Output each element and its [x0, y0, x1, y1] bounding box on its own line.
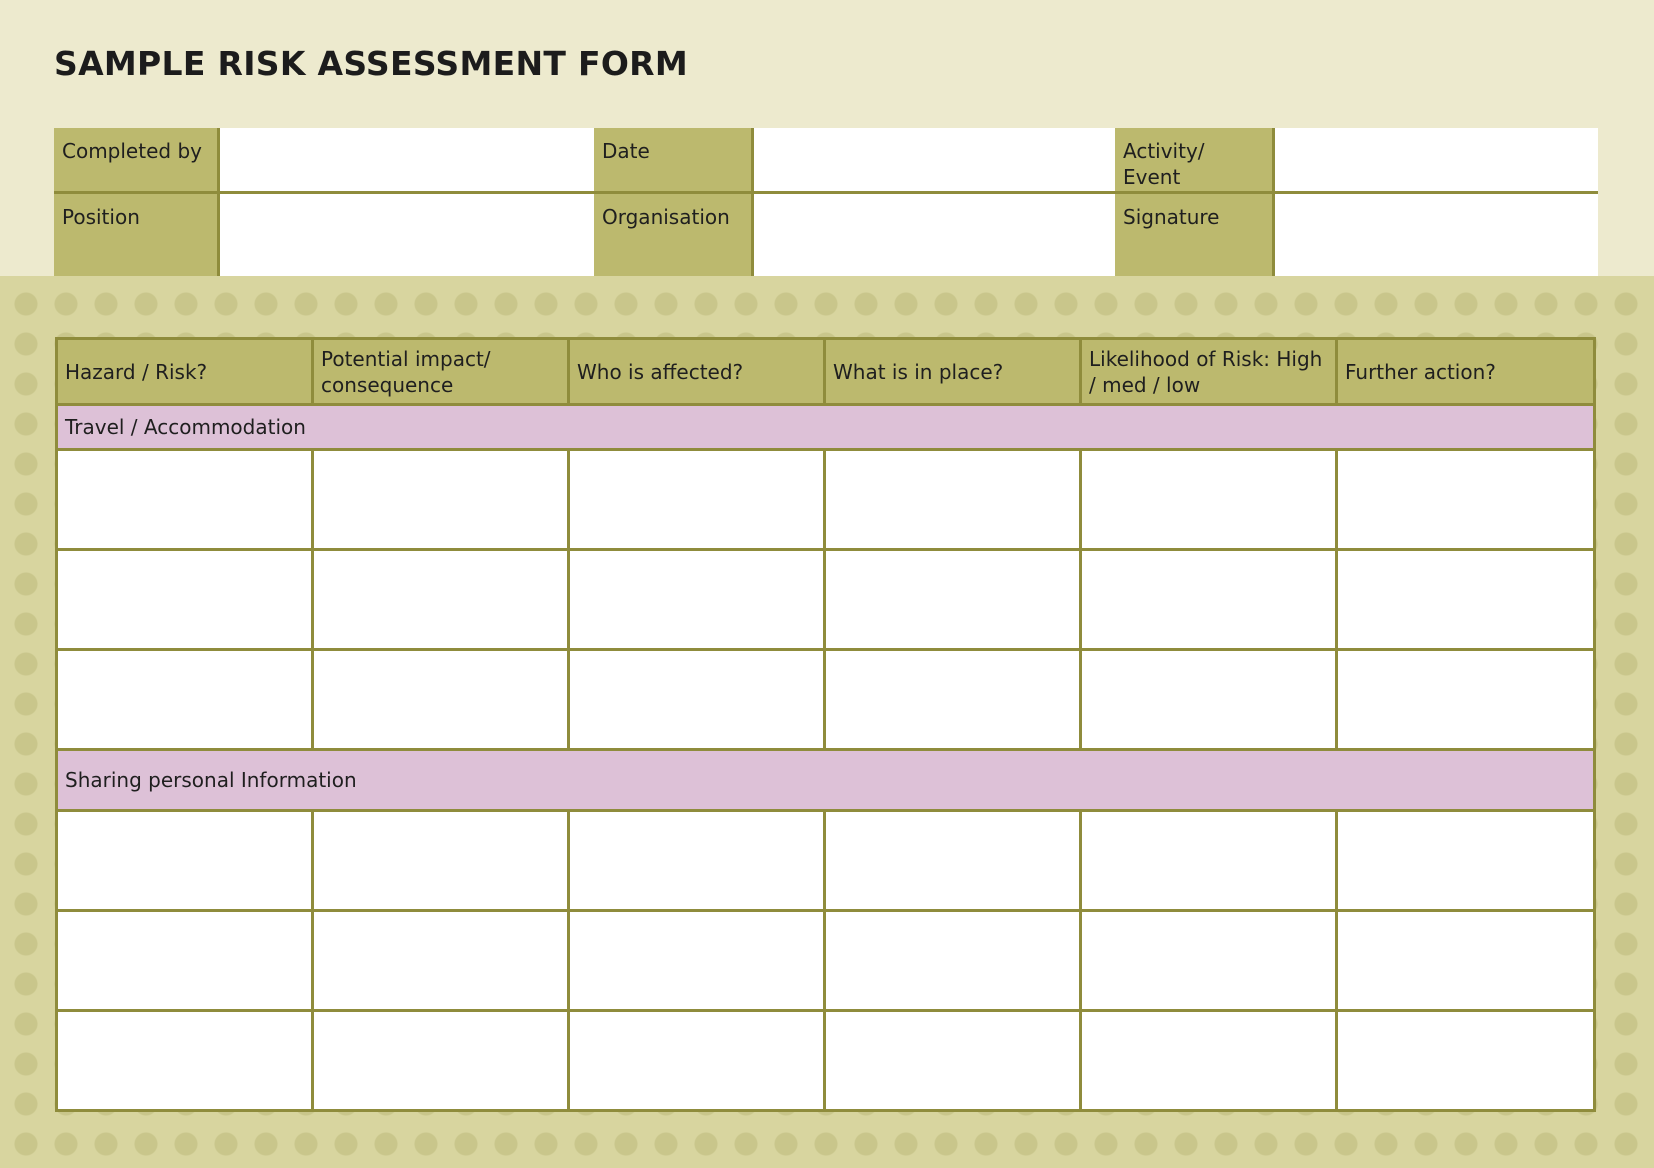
- table-cell[interactable]: [1081, 911, 1337, 1011]
- section-label: Travel / Accommodation: [57, 405, 1595, 450]
- table-cell[interactable]: [569, 550, 825, 650]
- table-cell[interactable]: [313, 450, 569, 550]
- table-row: [57, 550, 1595, 650]
- table-cell[interactable]: [1081, 550, 1337, 650]
- table-cell[interactable]: [1081, 811, 1337, 911]
- table-row: [57, 650, 1595, 750]
- table-cell[interactable]: [1081, 450, 1337, 550]
- details-grid: [54, 128, 1598, 276]
- section-label: Sharing personal Information: [57, 750, 1595, 811]
- completed-by-field[interactable]: [220, 128, 594, 194]
- table-row: [57, 450, 1595, 550]
- table-row: [57, 811, 1595, 911]
- table-cell[interactable]: [1337, 911, 1595, 1011]
- table-cell[interactable]: [1337, 1011, 1595, 1111]
- table-cell[interactable]: [1337, 550, 1595, 650]
- page-title: SAMPLE RISK ASSESSMENT FORM: [54, 44, 689, 83]
- table-cell[interactable]: [313, 1011, 569, 1111]
- header-who-is-affected: Who is affected?: [569, 339, 825, 405]
- table-cell[interactable]: [1081, 650, 1337, 750]
- risk-table: [55, 337, 1596, 1112]
- table-cell[interactable]: [569, 1011, 825, 1111]
- activity-event-field[interactable]: [1275, 128, 1598, 194]
- table-row: [57, 911, 1595, 1011]
- table-cell[interactable]: [569, 650, 825, 750]
- table-cell[interactable]: [825, 650, 1081, 750]
- table-cell[interactable]: [57, 811, 313, 911]
- table-cell[interactable]: [57, 911, 313, 1011]
- table-header-row: [57, 339, 1595, 405]
- table-cell[interactable]: [825, 450, 1081, 550]
- header-what-is-in-place: What is in place?: [825, 339, 1081, 405]
- signature-field[interactable]: [1275, 194, 1598, 276]
- table-cell[interactable]: [825, 1011, 1081, 1111]
- table-cell[interactable]: [825, 811, 1081, 911]
- position-field[interactable]: [220, 194, 594, 276]
- table-cell[interactable]: [1337, 450, 1595, 550]
- header-likelihood-of-risk: Likelihood of Risk: High / med / low: [1081, 339, 1337, 405]
- table-cell[interactable]: [313, 911, 569, 1011]
- header-hazard-risk: Hazard / Risk?: [57, 339, 313, 405]
- table-cell[interactable]: [825, 550, 1081, 650]
- organisation-field[interactable]: [754, 194, 1115, 276]
- table-cell[interactable]: [1081, 1011, 1337, 1111]
- header-potential-impact: Potential impact/ consequence: [313, 339, 569, 405]
- table-cell[interactable]: [1337, 650, 1595, 750]
- table-row: [57, 1011, 1595, 1111]
- header-further-action: Further action?: [1337, 339, 1595, 405]
- signature-label: Signature: [1115, 194, 1275, 276]
- table-cell[interactable]: [825, 911, 1081, 1011]
- position-label: Position: [54, 194, 220, 276]
- date-field[interactable]: [754, 128, 1115, 194]
- table-cell[interactable]: [57, 1011, 313, 1111]
- organisation-label: Organisation: [594, 194, 754, 276]
- table-cell[interactable]: [1337, 811, 1595, 911]
- date-label: Date: [594, 128, 754, 194]
- table-cell[interactable]: [313, 650, 569, 750]
- table-cell[interactable]: [57, 550, 313, 650]
- completed-by-label: Completed by: [54, 128, 220, 194]
- activity-event-label: Activity/ Event: [1115, 128, 1275, 194]
- section-row-sharing-info: [57, 750, 1595, 811]
- table-cell[interactable]: [313, 550, 569, 650]
- section-row-travel: [57, 405, 1595, 450]
- table-cell[interactable]: [57, 650, 313, 750]
- table-cell[interactable]: [569, 911, 825, 1011]
- table-cell[interactable]: [57, 450, 313, 550]
- table-cell[interactable]: [313, 811, 569, 911]
- table-cell[interactable]: [569, 811, 825, 911]
- table-cell[interactable]: [569, 450, 825, 550]
